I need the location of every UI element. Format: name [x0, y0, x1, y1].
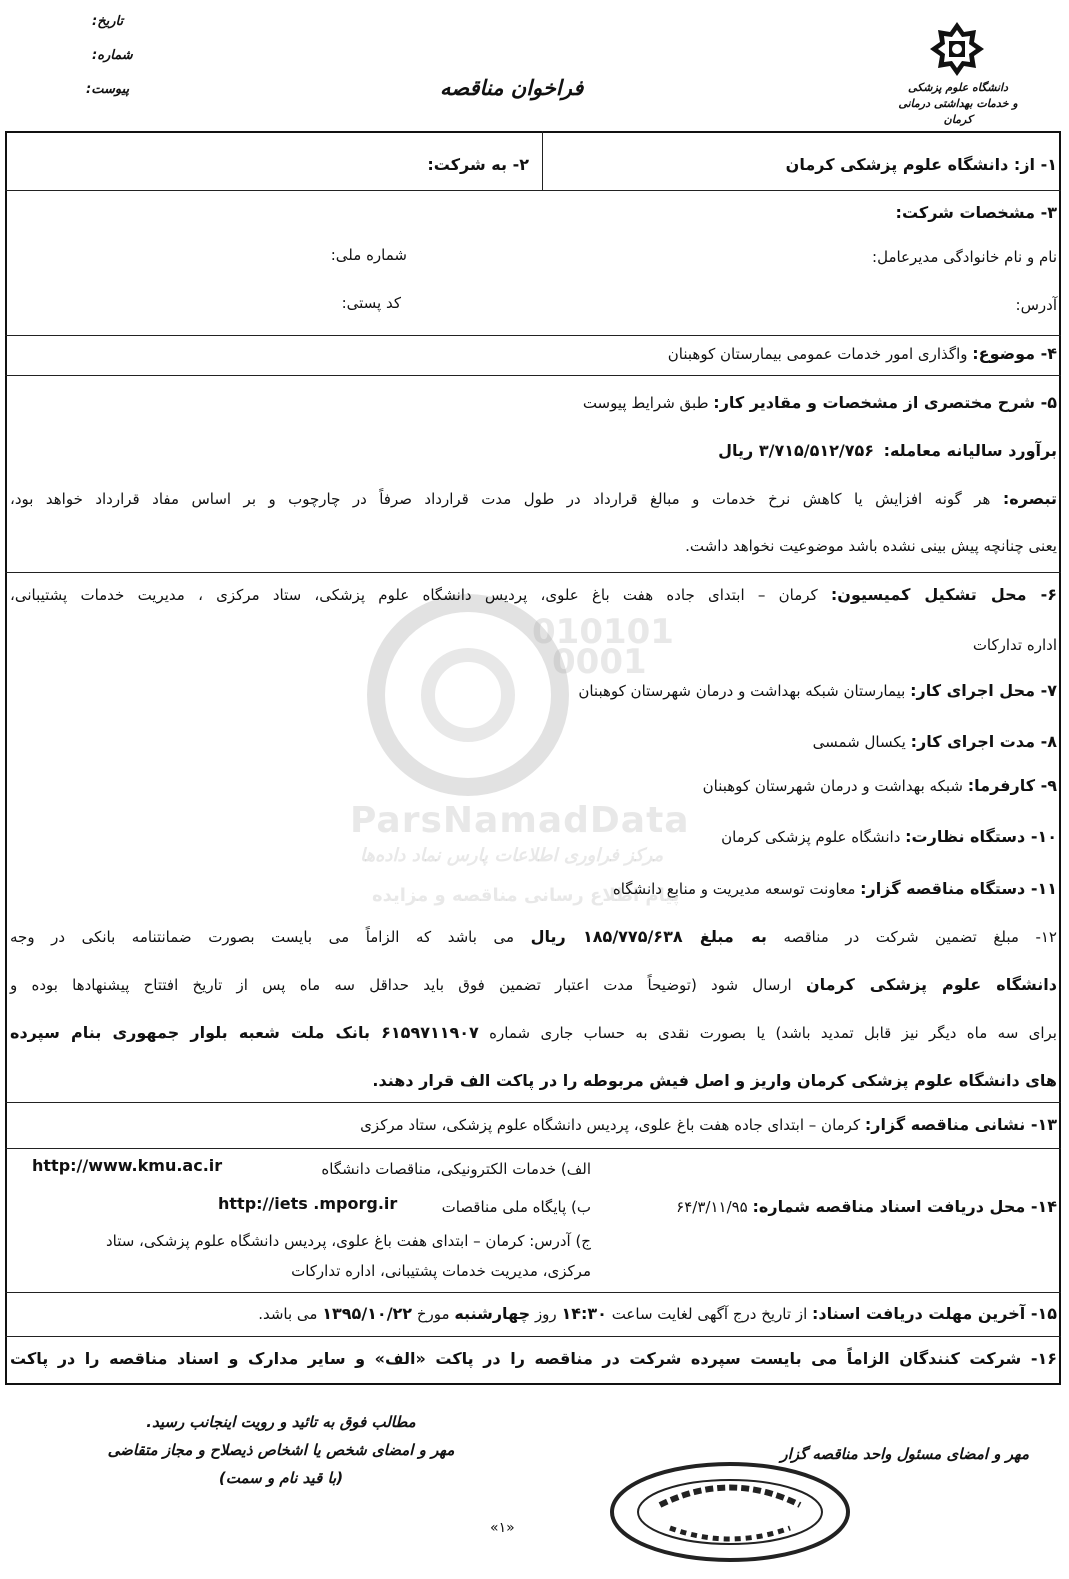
work-desc-label: ۵- شرح مختصری از مشخصات و مقادیر کار: — [713, 393, 1057, 412]
participants-note: ۱۶- شرکت کنندگان الزاماً می بایست سپرده شرکت در مناقصه را در پاکت «الف» و سایر مدارک و اسناد مناقصه را در پاکت — [10, 1349, 1057, 1368]
execution-place-text: بیمارستان شبکه بهداشت و درمان شهرستان کوهبنان — [578, 682, 906, 700]
applicant-confirmation-line-3: (با قید نام و سمت) — [218, 1469, 344, 1487]
applicant-confirmation-line-2: مهر و امضای شخص یا اشخاص ذیصلاح و مجاز متقاضی — [107, 1441, 455, 1459]
watermark-brand: ParsNamadData — [350, 800, 690, 841]
deadline-text-d: می باشد. — [258, 1305, 318, 1323]
execution-duration-label: ۸- مدت اجرای کار: — [910, 732, 1057, 751]
estimate-label: برآورد سالیانه معامله: — [883, 441, 1057, 460]
official-stamp-icon — [600, 1450, 860, 1570]
commission-location-line-2: اداره تدارکات — [972, 636, 1057, 654]
guarantee-beneficiary: دانشگاه علوم پزشکی کرمان — [805, 975, 1057, 994]
subject-label: ۴- موضوع: — [972, 344, 1057, 363]
to-company-label: ۲- به شرکت: — [427, 155, 529, 174]
applicant-confirmation-line-1: مطالب فوق به تائید و رویت اینجانب رسید. — [146, 1413, 416, 1431]
address-label: آدرس: — [1015, 296, 1057, 314]
subject-text: واگذاری امور خدمات عمومی بیمارستان کوهبنان — [667, 345, 968, 363]
number-label: شماره: — [92, 48, 133, 63]
national-id-label: شماره ملی: — [330, 246, 407, 264]
estimate-value: ۳/۷۱۵/۵۱۲/۷۵۶ ریال — [718, 441, 875, 460]
execution-duration-text: یکسال شمسی — [812, 733, 906, 751]
deadline-text-c: مورخ — [416, 1305, 450, 1323]
page-title: فراخوان مناقصه — [440, 76, 584, 100]
from-label: ۱- از: دانشگاه علوم پزشکی کرمان — [785, 155, 1057, 174]
work-desc-text: طبق شرایط پیوست — [582, 394, 709, 412]
docs-location-label: ۱۴- محل دریافت اسناد مناقصه شماره: — [752, 1197, 1057, 1216]
docs-item-b: ب) پایگاه ملی مناقصات — [441, 1198, 591, 1216]
deadline-label: ۱۵- آخرین مهلت دریافت اسناد: — [812, 1304, 1057, 1323]
supervisor-text: دانشگاه علوم پزشکی کرمان — [721, 828, 901, 846]
postal-code-label: کد پستی: — [341, 294, 401, 312]
note-label: تبصره: — [1002, 489, 1057, 508]
supervisor-label: ۱۰- دستگاه نظارت: — [905, 827, 1057, 846]
tender-authority-label: ۱۱- دستگاه مناقصه گزار: — [860, 879, 1057, 898]
deadline-text-a: از تاریخ درج آگهی لغایت ساعت — [611, 1305, 808, 1323]
docs-item-c-line-2: مرکزی، مدیریت خدمات پشتیبانی، اداره تدارکات — [291, 1262, 591, 1280]
attachment-label: پیوست: — [86, 82, 130, 97]
university-logo-icon — [928, 20, 986, 78]
authority-signature-label: مهر و امضای مسئول واحد مناقصه گزار — [780, 1445, 1029, 1463]
deadline-time: ۱۴:۳۰ — [561, 1304, 607, 1323]
docs-item-a: الف) خدمات الکترونیکی، مناقصات دانشگاه — [321, 1160, 591, 1178]
tender-authority-text: معاونت توسعه مدیریت و منابع دانشگاه — [612, 880, 856, 898]
execution-place-label: ۷- محل اجرای کار: — [910, 681, 1057, 700]
guarantee-account: ۶۱۵۹۷۱۱۹۰۷ بانک ملت شعبه بلوار جمهوری بنام سپرده — [10, 1023, 479, 1042]
guarantee-line-3a: برای سه ماه دیگر نیز قابل تمدید باشد) یا بصورت نقدی به حساب جاری شماره — [489, 1024, 1057, 1042]
deadline-date: ۱۳۹۵/۱۰/۲۲ — [322, 1304, 413, 1323]
watermark-tagline-1: مرکز فراوری اطلاعات پارس نماد داده‌ها — [360, 845, 664, 866]
kmu-link[interactable]: http://www.kmu.ac.ir — [32, 1156, 223, 1175]
tender-address-text: کرمان – ابتدای جاده هفت باغ علوی، پردیس دانشگاه علوم پزشکی، ستاد مرکزی — [360, 1116, 861, 1134]
university-name-line2: و خدمات بهداشتی درمانی کرمان — [898, 97, 1018, 126]
note-line-2: یعنی چنانچه پیش بینی نشده باشد موضوعیت نخواهد داشت. — [685, 537, 1057, 555]
commission-location-line-1: کرمان – ابتدای جاده هفت باغ علوی، پردیس دانشگاه علوم پزشکی، ستاد مرکزی ، مدیریت خدمات پشتیبانی، — [10, 586, 818, 604]
iets-link[interactable]: http://iets .mporg.ir — [218, 1194, 398, 1213]
note-line-1: هر گونه افزایش یا کاهش نرخ خدمات و مبالغ قرارداد در طول مدت قرارداد صرفاً در چارچوب و بر اساس مفاد قرارداد خواهد بود، — [10, 490, 991, 508]
date-label: تاریخ: — [92, 14, 124, 29]
page-number: «۱» — [490, 1520, 515, 1536]
tender-address-label: ۱۳- نشانی مناقصه گزار: — [864, 1115, 1057, 1134]
manager-name-label: نام و نام خانوادگی مدیرعامل: — [872, 248, 1057, 266]
docs-item-c-line-1: ج) آدرس: کرمان – ابتدای هفت باغ علوی، پردیس دانشگاه علوم پزشکی، ستاد — [105, 1232, 591, 1250]
watermark-digits-1: 010101 — [532, 612, 674, 652]
commission-location-label: ۶- محل تشکیل کمیسیون: — [830, 585, 1058, 604]
watermark-digits-2: 0001 — [552, 642, 647, 682]
company-specs-title: ۳- مشخصات شرکت: — [895, 203, 1057, 222]
guarantee-line-1c: می باشد که الزاماً می بایست بصورت ضمانتنامه بانکی در وجه — [10, 928, 515, 946]
guarantee-line-4: های دانشگاه علوم پزشکی کرمان واریز و اصل فیش مربوطه را در پاکت الف قرار دهند. — [372, 1071, 1057, 1090]
deadline-day: چهارشنبه — [454, 1304, 531, 1323]
guarantee-amount: به مبلغ ۱۸۵/۷۷۵/۶۳۸ ریال — [530, 927, 767, 946]
university-name-line1: دانشگاه علوم پزشکی — [908, 81, 1008, 94]
employer-label: ۹- کارفرما: — [967, 776, 1057, 795]
guarantee-line-2b: ارسال شود (توضیحاً مدت اعتبار تضمین فوق باید حداقل سه ماه پس از تاریخ افتتاح پیشنهادها بوده و — [10, 976, 792, 994]
docs-tender-number: ۶۴/۳/۱۱/۹۵ — [676, 1198, 748, 1216]
guarantee-line-1a: ۱۲- مبلغ تضمین شرکت در مناقصه — [783, 928, 1057, 946]
deadline-text-b: روز — [534, 1305, 557, 1323]
watermark-tagline-2: پیام اطلاع رسانی مناقصه و مزایده — [372, 885, 680, 906]
employer-text: شبکه بهداشت و درمان شهرستان کوهبنان — [702, 777, 963, 795]
